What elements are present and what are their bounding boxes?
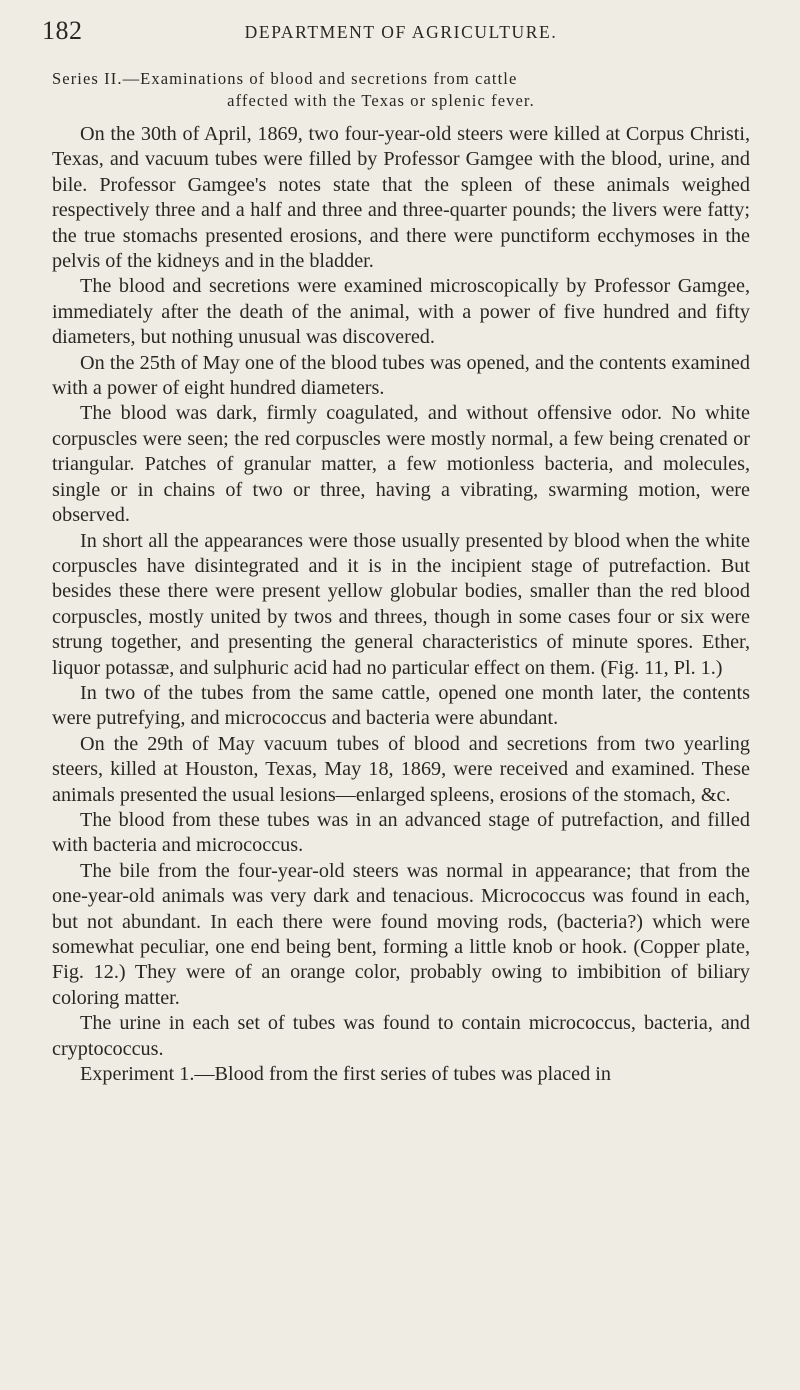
paragraph: In two of the tubes from the same cattle, opened one month later, the contents were putrefying, and micrococcus and bacteria were abundant. [52,681,750,730]
paragraph: On the 29th of May vacuum tubes of blood and secretions from two yearling steers, killed at Houston, Texas, May 18, 1869, were received and examined. These animals presented the usual lesions—enlarged spleens, erosions of the stomach, &c. [52,732,750,806]
paragraph: On the 30th of April, 1869, two four-year-old steers were killed at Corpus Christi, Texas, and vacuum tubes were filled by Professor Gamgee with the blood, urine, and bile. Professor Gamgee's notes state that the spleen of these animals weighed respectively three and a half and three and three-quarter pounds; the livers were fatty; the true stomachs presented erosions, and there were punctiform ecchymoses in the pelvis of the kidneys and in the bladder. [52,123,750,273]
paragraph: The blood was dark, firmly coagulated, and without offensive odor. No white corpuscles were seen; the red corpuscles were mostly normal, a few being crenated or triangular. Patches of granular matter, a few motionless bacteria, and molecules, single or in chains of two or three, having a vibrating, swarming motion, were observed. [52,402,750,527]
section-heading-line-1: Series II.—Examinations of blood and secretions from cattle [52,69,518,88]
paragraph: The blood and secretions were examined microscopically by Professor Gamgee, immediately after the death of the animal, with a power of five hundred and fifty diameters, but nothing unusual was discovered. [52,275,750,349]
paragraph: The urine in each set of tubes was found to contain micrococcus, bacteria, and cryptococcus. [52,1012,750,1060]
page-number: 182 [42,16,83,45]
paragraph: On the 25th of May one of the blood tubes was opened, and the contents examined with a power of eight hundred diameters. [52,351,750,400]
paragraph: The bile from the four-year-old steers was normal in appearance; that from the one-year-old animals was very dark and tenacious. Micrococcus was found in each, but not abundant. In each there were found moving rods, (bacteria?) which were somewhat peculiar, one end being bent, forming a little knob or hook. (Copper plate, Fig. 12.) They were of an orange color, probably owing to imbibition of biliary coloring matter. [52,859,750,1009]
body-text [52,122,750,1087]
section-heading-line-2: affected with the Texas or splenic fever. [227,91,535,110]
paragraph: In short all the appearances were those usually presented by blood when the white corpuscles have disintegrated and it is in the incipient stage of putrefaction. But besides these there were present yellow globular bodies, smaller than the red blood corpuscles, mostly united by twos and threes, though in some cases four or six were strung together, and presenting the general characteristics of minute spores. Ether, liquor potassæ, and sulphuric acid had no particular effect on them. (Fig. 11, Pl. 1.) [52,529,750,679]
running-title: DEPARTMENT OF AGRICULTURE. [244,22,558,42]
paragraph: Experiment 1.—Blood from the first series of tubes was placed in [80,1063,611,1086]
paragraph: The blood from these tubes was in an advanced stage of putrefaction, and filled with bacteria and micrococcus. [52,808,750,857]
section-heading [52,68,750,112]
running-head [42,16,750,46]
